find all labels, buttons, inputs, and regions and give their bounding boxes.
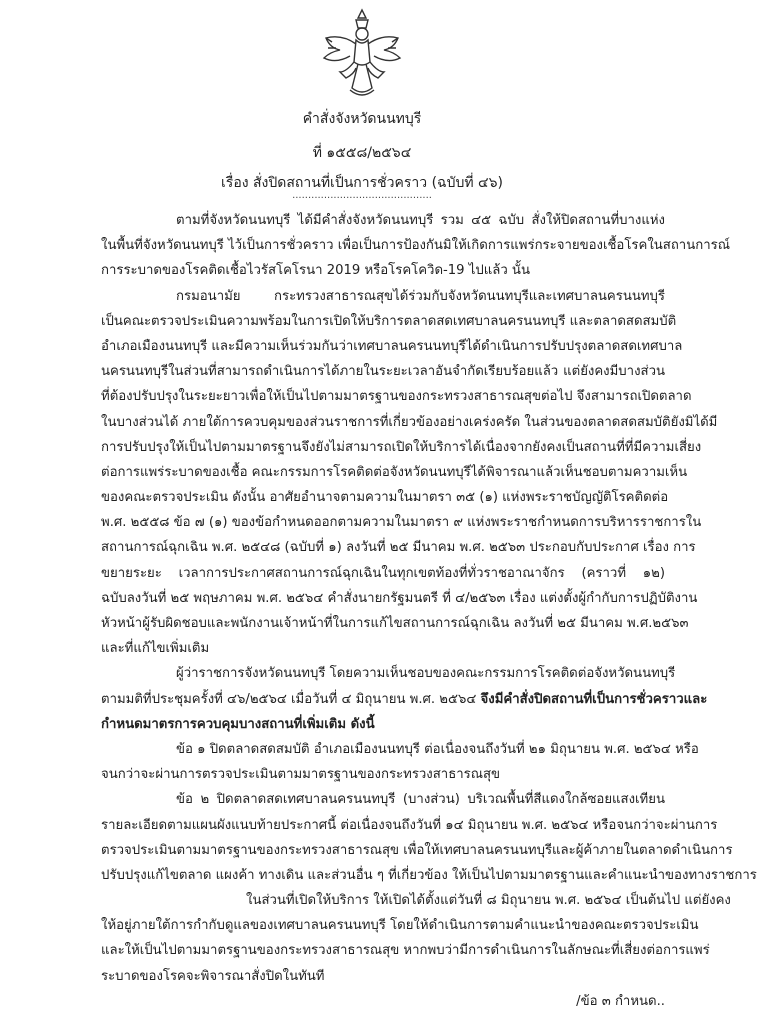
body-line: ในพื้นที่จังหวัดนนทบุรี ไว้เป็นการชั่วคราว เพื่อเป็นการป้องกันมิให้เกิดการแพร่กระจายของเชื้อโรคในสถานการณ์ (101, 238, 730, 254)
bold-text: จึงมีคำสั่งปิดสถานที่เป็นการชั่วคราวและ (480, 691, 708, 707)
body-line: ให้อยู่ภายใต้การกำกับดูแลของเทศบาลนครนนทบุรี โดยให้ดำเนินการตามคำแนะนำของคณะตรวจประเมิน (101, 918, 699, 934)
body-line: ที่ต้องปรับปรุงในระยะยาวเพื่อให้เป็นไปตามมาตรฐานของกระทรวงสาธารณสุขต่อไป จึงสามารถเปิดตลาด (101, 389, 692, 405)
body-line: พ.ศ. ๒๕๕๘ ข้อ ๗ (๑) ของข้อกำหนดออกตามความในมาตรา ๙ แห่งพระราชกำหนดการบริหารราชการใน (101, 515, 702, 531)
bold-text: กำหนดมาตรการควบคุมบางสถานที่เพิ่มเติม ดังนี้ (101, 716, 375, 732)
body-line: สถานการณ์ฉุกเฉิน พ.ศ. ๒๕๔๘ (ฉบับที่ ๑) ลงวันที่ ๒๕ มีนาคม พ.ศ. ๒๕๖๓ ประกอบกับประกาศ เรื่อง การ (101, 540, 696, 556)
body-line: ปรับปรุงแก้ไขตลาด แผงค้า ทางเดิน และส่วนอื่น ๆ ที่เกี่ยวข้อง ให้เป็นไปตามมาตรฐานและคำแนะนำของทางราชการ (101, 867, 757, 883)
body-line: ต่อการแพร่ระบาดของเชื้อ คณะกรรมการโรคติดต่อจังหวัดนนทบุรีได้พิจารณาแล้วเห็นชอบตามความเห็น (101, 464, 688, 480)
subject-line: เรื่อง สั่งปิดสถานที่เป็นการชั่วคราว (ฉบับที่ ๔๖) (221, 175, 503, 191)
body-line: ฉบับลงวันที่ ๒๕ พฤษภาคม พ.ศ. ๒๕๖๔ คำสั่งนายกรัฐมนตรี ที่ ๔/๒๕๖๓ เรื่อง แต่งตั้งผู้กำกับการปฏิบัติงาน (101, 590, 698, 606)
body-line: กรมอนามัย กระทรวงสาธารณสุขได้ร่วมกับจังหวัดนนทบุรีและเทศบาลนครนนทบุรี (176, 288, 665, 304)
body-line: ขยายระยะ เวลาการประกาศสถานการณ์ฉุกเฉินในทุกเขตท้องที่ทั่วราชอาณาจักร (คราวที่ ๑๒) (101, 565, 665, 581)
body-line: ระบาดของโรคจะพิจารณาสั่งปิดในทันที (101, 968, 325, 984)
body-line: ในส่วนที่เปิดให้บริการ ให้เปิดได้ตั้งแต่วันที่ ๘ มิถุนายน พ.ศ. ๒๕๖๔ เป็นต้นไป แต่ยังคง (246, 893, 731, 909)
body-line: เป็นคณะตรวจประเมินความพร้อมในการเปิดให้บริการตลาดสดเทศบาลนครนนทบุรี และตลาดสดสมบัติ (101, 313, 677, 329)
body-line: นครนนทบุรีในส่วนที่สามารถดำเนินการได้ภายในระยะเวลาอันจำกัดเรียบร้อยแล้ว แต่ยังคงมีบางส่วน (101, 364, 665, 380)
body-line: ตามที่จังหวัดนนทบุรี ได้มีคำสั่งจังหวัดนนทบุรี รวม ๔๕ ฉบับ สั่งให้ปิดสถานที่บางแห่ง (176, 213, 665, 228)
body-line (101, 712, 665, 737)
body-line: ผู้ว่าราชการจังหวัดนนทบุรี โดยความเห็นชอบของคณะกรรมการโรคติดต่อจังหวัดนนทบุรี (176, 666, 676, 682)
body-line: การปรับปรุงให้เป็นไปตามมาตรฐานจึงยังไม่สามารถเปิดให้บริการได้เนื่องจากยังคงเป็นสถานที่ที่มีความเสี่ยง (101, 439, 702, 455)
body-line: ในบางส่วนได้ ภายใต้การควบคุมของส่วนราชการที่เกี่ยวข้องอย่างเคร่งครัด ในส่วนของตลาดสดสมบัติยังมิได้มี (101, 414, 718, 430)
body-line: การระบาดของโรคติดเชื้อไวรัสโคโรนา 2019 หรือโรคโควิด-19 ไปแล้ว นั้น (101, 263, 530, 279)
body-line: รายละเอียดตามแผนผังแนบท้ายประกาศนี้ ต่อเนื่องจนถึงวันที่ ๑๔ มิถุนายน พ.ศ. ๒๕๖๔ หรือจนกว่าจะผ่านการ (101, 817, 718, 833)
document-title: คำสั่งจังหวัดนนทบุรี (302, 111, 422, 127)
body-line: จนกว่าจะผ่านการตรวจประเมินตามมาตรฐานของกระทรวงสาธารณสุข (101, 767, 501, 783)
body-line: และให้เป็นไปตามมาตรฐานของกระทรวงสาธารณสุข หากพบว่ามีการดำเนินการในลักษณะที่เสี่ยงต่อการแพร่ (101, 943, 710, 959)
body-line: ตรวจประเมินตามมาตรฐานของกระทรวงสาธารณสุข เพื่อให้เทศบาลนครนนทบุรีและผู้ค้าภายในตลาดดำเนินการ (101, 842, 733, 858)
continuation-note: /ข้อ ๓ กำหนด.. (576, 993, 665, 1009)
body-line: ของคณะตรวจประเมิน ดังนั้น อาศัยอำนาจตามความในมาตรา ๓๕ (๑) แห่งพระราชบัญญัติโรคติดต่อ (101, 490, 669, 506)
garuda-emblem (312, 4, 412, 104)
body-line: ข้อ ๒ ปิดตลาดสดเทศบาลนครนนทบุรี (บางส่วน) บริเวณพื้นที่สีแดงใกล้ซอยแสงเทียน (176, 792, 665, 808)
body-line: หัวหน้าผู้รับผิดชอบและพนักงานเจ้าหน้าที่ในการแก้ไขสถานการณ์ฉุกเฉิน ลงวันที่ ๒๕ มีนาคม พ.ศ.๒๕๖๓ (101, 616, 689, 631)
document-body (101, 208, 757, 1014)
body-line: ข้อ ๑ ปิดตลาดสดสมบัติ อำเภอเมืองนนทบุรี ต่อเนื่องจนถึงวันที่ ๒๑ มิถุนายน พ.ศ. ๒๕๖๔ หรือ (176, 741, 699, 757)
body-line (101, 687, 708, 712)
order-number: ที่ ๑๕๕๘/๒๕๖๔ (312, 145, 412, 161)
body-line: อำเภอเมืองนนทบุรี และมีความเห็นร่วมกันว่าเทศบาลนครนนทบุรีได้ดำเนินการปรับปรุงตลาดสดเทศบาล (101, 338, 683, 354)
text-segment: ตามมติที่ประชุมครั้งที่ ๔๖/๒๕๖๔ เมื่อวันที่ ๔ มิถุนายน พ.ศ. ๒๕๖๔ (101, 691, 481, 707)
body-line: และที่แก้ไขเพิ่มเติม (101, 641, 210, 657)
separator: ............................................ (292, 190, 432, 201)
